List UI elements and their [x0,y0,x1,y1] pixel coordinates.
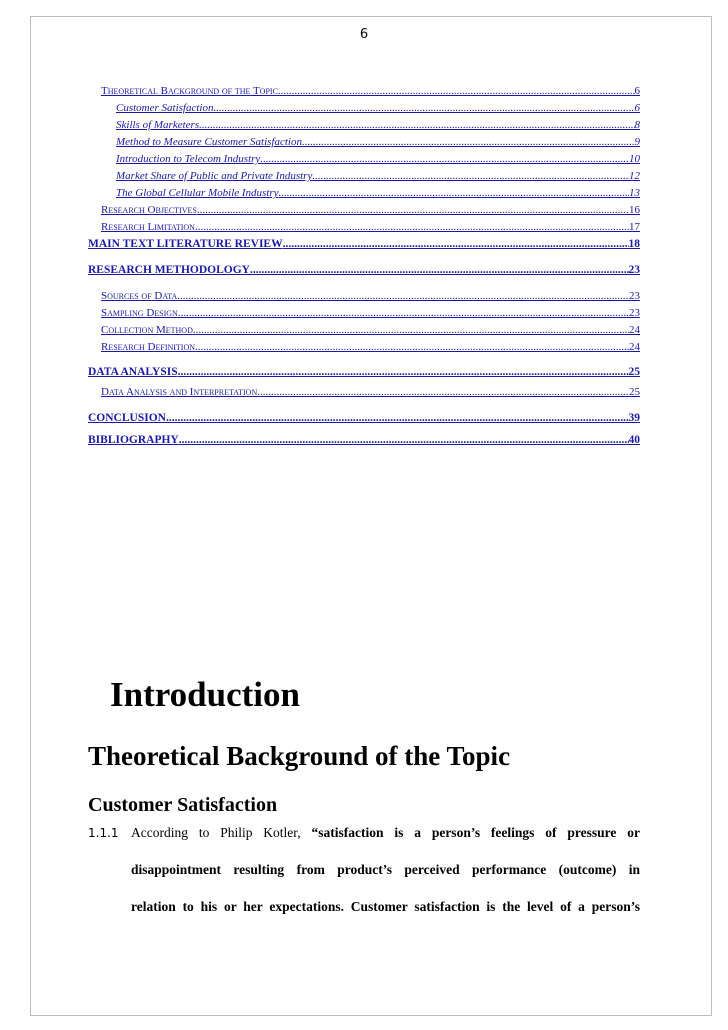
toc-entry[interactable] [88,236,640,252]
toc-entry-page: 23 [629,290,640,302]
toc-entry-page: 16 [629,204,640,216]
body-line-1-bold: “satisfaction is a person’s feelings of pressure or [311,825,640,840]
toc-entry-title: Market Share of Public and Private Industry [116,170,313,182]
toc-leader-dots [166,410,629,426]
toc-entry-page: 8 [634,119,640,131]
toc-entry-title: CONCLUSION [88,412,166,424]
toc-entry-page: 24 [629,324,640,336]
toc-entry[interactable] [88,364,640,380]
heading-introduction: Introduction [110,675,300,714]
toc-entry-title: Research Objectives [101,204,197,216]
toc-entry[interactable] [101,322,640,338]
toc-entry[interactable] [88,432,640,448]
toc-entry[interactable] [101,305,640,321]
toc-leader-dots [260,151,629,167]
toc-entry-page: 18 [628,238,640,250]
toc-entry-title: Theoretical Background of the Topic [101,85,278,97]
toc-entry-page: 6 [634,102,640,114]
toc-leader-dots [193,322,629,338]
toc-entry-title: Research Definition [101,341,196,353]
toc-leader-dots [278,83,635,99]
toc-entry-title: Introduction to Telecom Industry [116,153,261,165]
toc-entry-title: Method to Measure Customer Satisfaction [116,136,302,148]
toc-leader-dots [312,168,629,184]
toc-entry-title: Collection Method [101,324,193,336]
heading-customer-satisfaction: Customer Satisfaction [88,794,278,816]
toc-entry[interactable] [101,219,640,235]
toc-leader-dots [199,117,634,133]
toc-entry-title: Customer Satisfaction [116,102,214,114]
toc-leader-dots [179,432,629,448]
toc-leader-dots [302,134,635,150]
toc-entry-title: RESEARCH METHODOLOGY [88,264,250,276]
toc-leader-dots [178,305,629,321]
body-line-2: disappointment resulting from product’s perceived performance (outcome) in [131,862,640,877]
toc-entry-page: 12 [629,170,640,182]
toc-leader-dots [283,236,629,252]
body-line-1-normal: According to Philip Kotler, [131,825,301,840]
toc-leader-dots [178,364,629,380]
toc-leader-dots [177,288,629,304]
toc-entry-page: 23 [629,307,640,319]
toc-entry[interactable] [116,117,640,133]
toc-entry-page: 40 [628,434,640,446]
toc-entry-title: DATA ANALYSIS [88,366,178,378]
toc-entry[interactable] [101,202,640,218]
toc-entry[interactable] [116,185,640,201]
toc-entry[interactable] [101,288,640,304]
toc-entry[interactable] [116,168,640,184]
toc-leader-dots [195,219,629,235]
toc-leader-dots [197,202,629,218]
toc-entry-page: 25 [628,366,640,378]
toc-leader-dots [195,339,629,355]
heading-theoretical-background: Theoretical Background of the Topic [88,741,511,771]
toc-entry-title: BIBLIOGRAPHY [88,434,179,446]
page-number: 6 [359,27,369,42]
toc-entry-page: 23 [628,264,640,276]
toc-entry[interactable] [116,151,640,167]
toc-entry[interactable] [116,100,640,116]
body-line-3: relation to his or her expectations. Customer satisfaction is the level of a person’s [131,899,640,914]
toc-entry-title: The Global Cellular Mobile Industry [116,187,279,199]
toc-entry-title: Skills of Marketers [116,119,200,131]
toc-entry-page: 10 [629,153,640,165]
toc-entry[interactable] [116,134,640,150]
toc-entry-title: Sampling Design [101,307,178,319]
toc-leader-dots [213,100,634,116]
toc-entry-title: Research Limitation [101,221,195,233]
toc-entry-page: 13 [629,187,640,199]
toc-entry-page: 25 [629,386,640,398]
toc-entry[interactable] [88,410,640,426]
paragraph-number: 1.1.1 [88,826,119,840]
toc-entry-page: 39 [628,412,640,424]
body-line-1 [131,823,640,843]
toc-entry-page: 9 [634,136,640,148]
toc-entry-title: MAIN TEXT LITERATURE REVIEW [88,238,283,250]
toc-entry[interactable] [101,339,640,355]
toc-entry-page: 24 [629,341,640,353]
toc-entry[interactable] [101,384,640,400]
toc-entry-page: 6 [634,85,640,97]
toc-leader-dots [279,185,629,201]
toc-entry-title: Sources of Data [101,290,178,302]
toc-entry[interactable] [88,262,640,278]
toc-entry-page: 17 [629,221,640,233]
toc-entry[interactable] [101,83,640,99]
toc-leader-dots [257,384,629,400]
toc-leader-dots [250,262,629,278]
toc-entry-title: Data Analysis and Interpretation [101,386,258,398]
